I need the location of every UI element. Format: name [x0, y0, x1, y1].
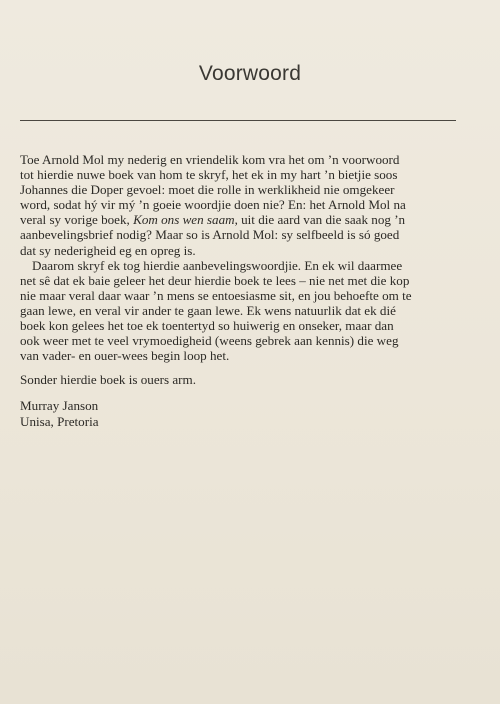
- signature-name: Murray Janson: [20, 398, 99, 414]
- text-line: Daarom skryf ek tog hierdie aanbevelingswoordjie. En ek wil daarmee: [32, 257, 403, 273]
- text-line: boek kon gelees het toe ek toentertyd so huiwerig en onseker, maar dan: [20, 318, 394, 334]
- title-divider: [20, 120, 456, 121]
- closing-sentence: [20, 372, 460, 387]
- text-line: Sonder hierdie boek is ouers arm.: [20, 372, 196, 388]
- text-line: [20, 212, 460, 227]
- text-line: ook weer met te veel vrymoedigheid (weens gebrek aan kennis) die weg: [20, 333, 399, 349]
- text-line: gaan lewe, en veral vir ander te gaan lewe. Ek wens natuurlik dat ek dié: [20, 302, 396, 318]
- body-text: [20, 152, 460, 429]
- text-line: aanbevelingsbrief nodig? Maar so is Arnold Mol: sy selfbeeld is só goed: [20, 227, 400, 243]
- signature-block: [20, 398, 460, 428]
- paragraph-2: [20, 258, 460, 364]
- text-line: dat sy nederigheid eg en opreg is.: [20, 242, 196, 258]
- text-fragment: , uit die aard van die saak nog ’n: [234, 212, 406, 228]
- text-line: word, sodat hý vir mý ’n goeie woordjie doen nie? En: het Arnold Mol na: [20, 197, 406, 213]
- text-fragment: veral sy vorige boek,: [20, 212, 134, 228]
- page-title: Voorwoord: [198, 62, 302, 85]
- text-line: nie maar veral daar waar ’n mens se entoesiasme sit, en jou behoefte om te: [20, 287, 412, 303]
- book-title-italic: Kom ons wen saam: [133, 212, 235, 228]
- text-line: Toe Arnold Mol my nederig en vriendelik kom vra het om ’n voorwoord: [20, 152, 400, 167]
- text-line: net sê dat ek baie geleer het deur hierdie boek te lees – nie net met die kop: [20, 272, 410, 288]
- paragraph-1: [20, 152, 460, 258]
- signature-affiliation: Unisa, Pretoria: [20, 413, 99, 429]
- text-line: Johannes die Doper gevoel: moet die rolle in werklikheid nie omgekeer: [20, 182, 395, 198]
- text-line: tot hierdie nuwe boek van hom te skryf, het ek in my hart ’n bietjie soos: [20, 167, 398, 183]
- text-line: van vader- en ouer-wees begin loop het.: [20, 348, 230, 364]
